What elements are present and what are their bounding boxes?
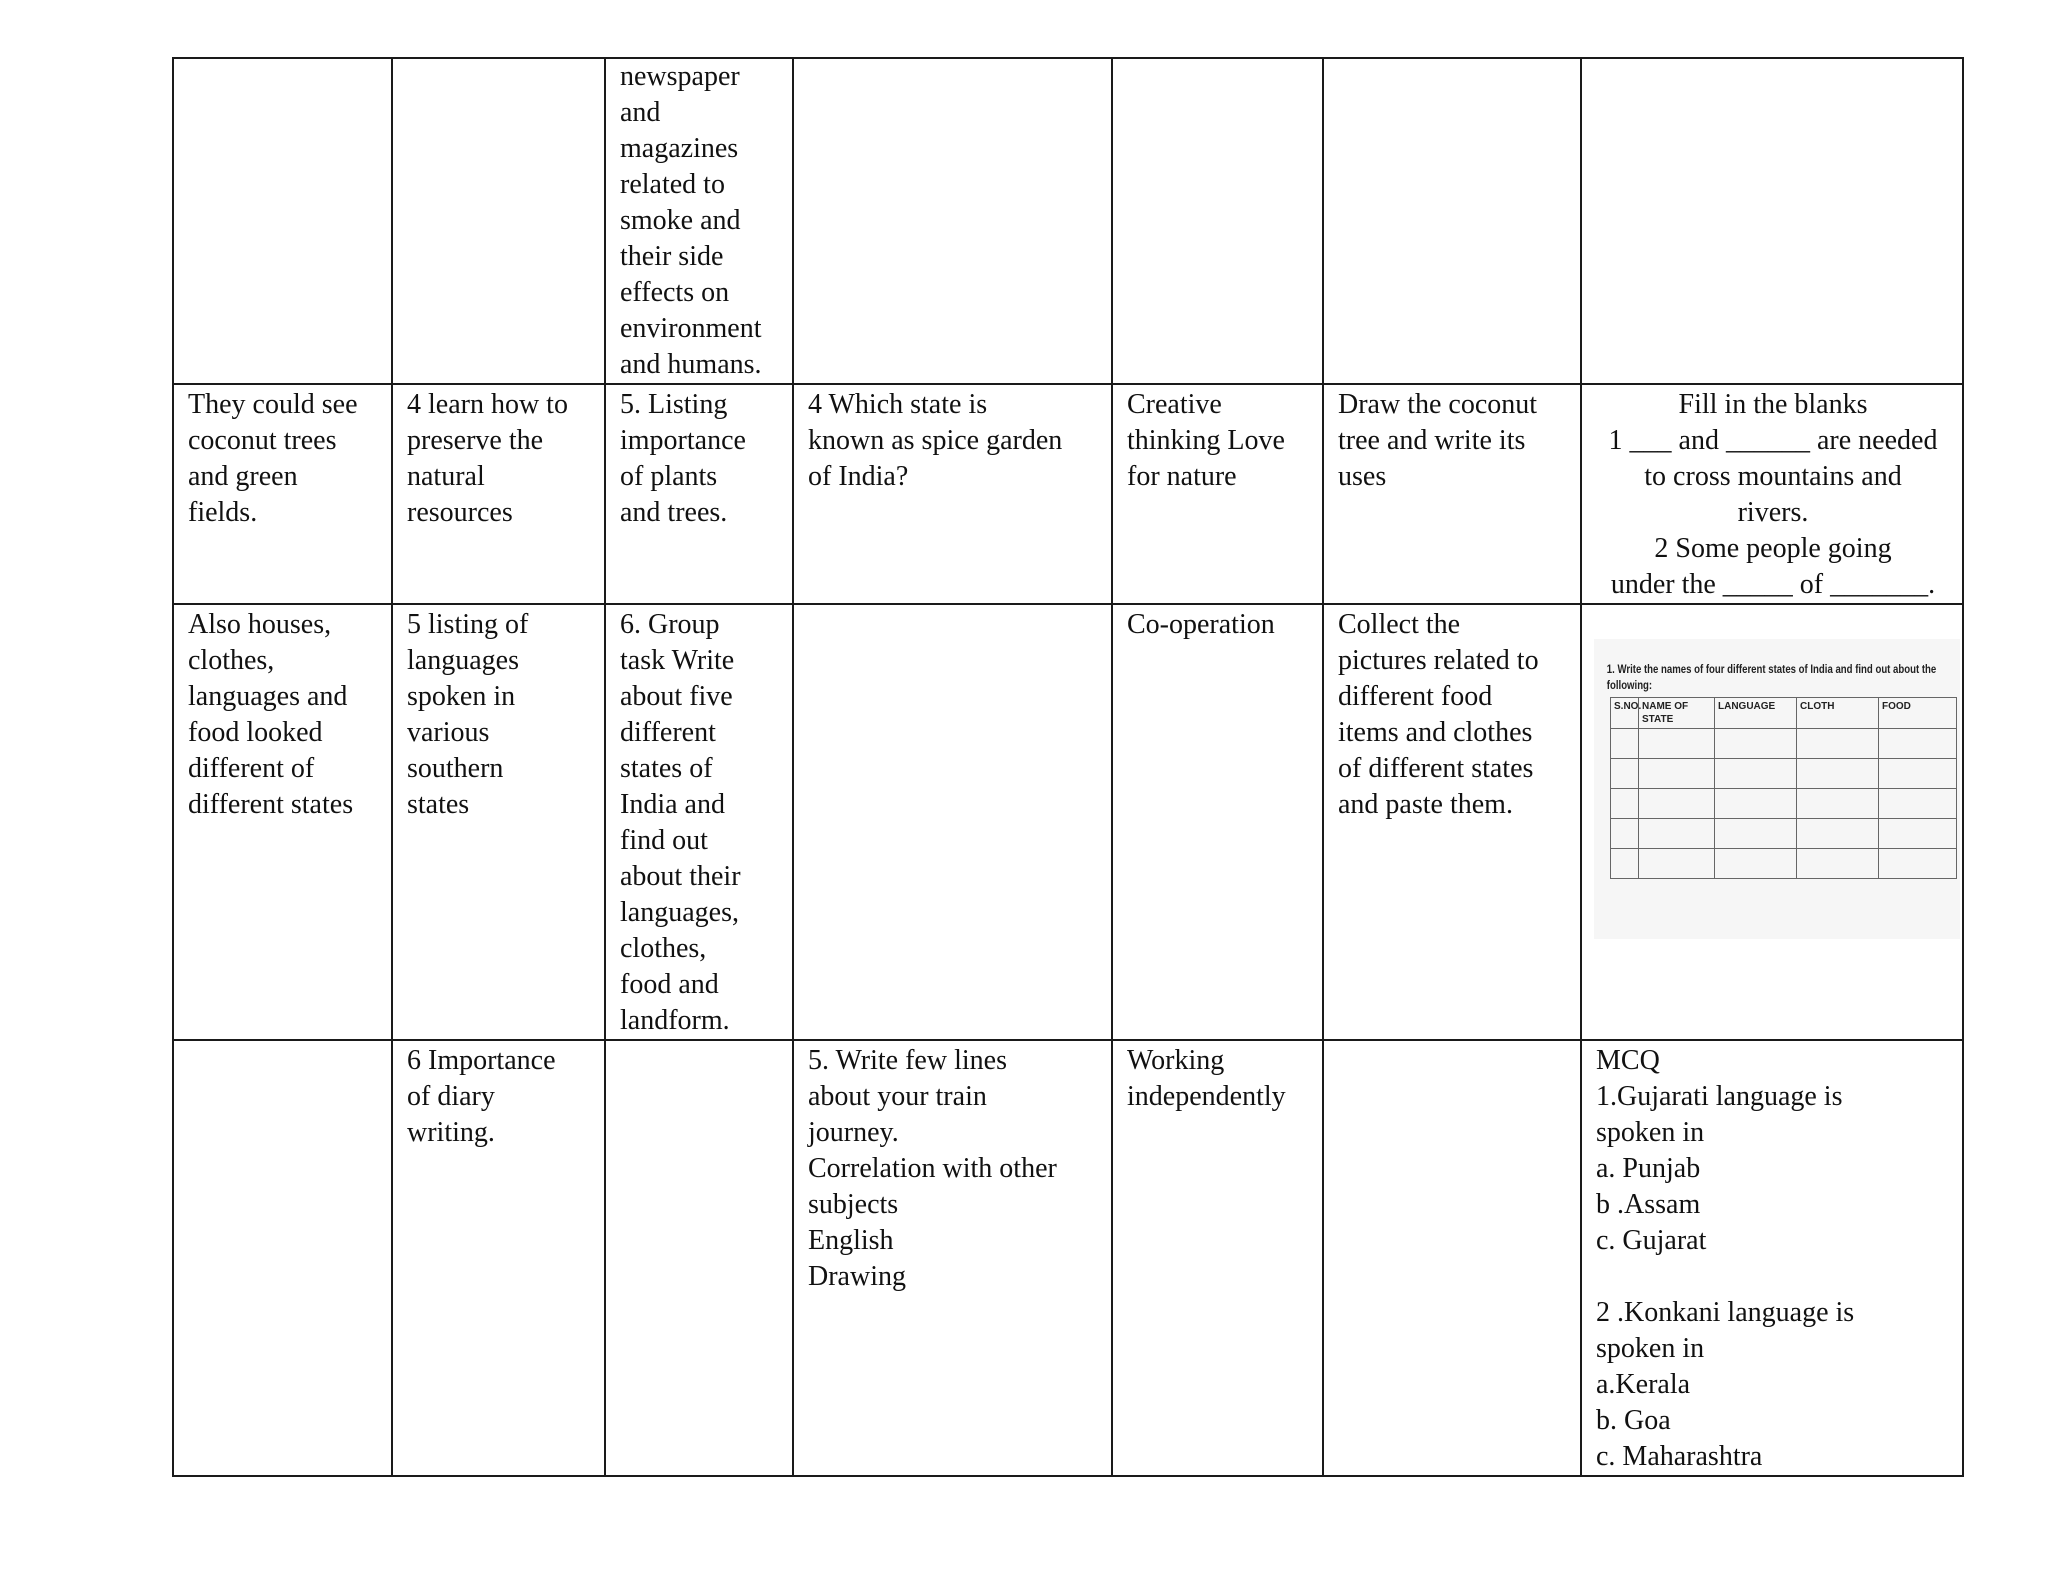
table-cell bbox=[392, 58, 605, 384]
worksheet-blank-cell bbox=[1639, 849, 1715, 879]
cell-line: and trees. bbox=[620, 497, 728, 528]
cell-line: 2 .Konkani language is bbox=[1596, 1297, 1855, 1328]
table-cell bbox=[605, 58, 793, 384]
cell-line: and bbox=[620, 97, 661, 128]
worksheet-blank-cell bbox=[1611, 849, 1639, 879]
worksheet-blank-row bbox=[1611, 789, 1957, 819]
cell-line: natural bbox=[407, 461, 485, 492]
cell-line: about their bbox=[620, 861, 741, 892]
worksheet-header-row bbox=[1611, 698, 1957, 729]
worksheet-blank-cell bbox=[1797, 819, 1879, 849]
worksheet-blank-row bbox=[1611, 849, 1957, 879]
table-cell bbox=[1323, 58, 1581, 384]
worksheet-blank-cell bbox=[1611, 819, 1639, 849]
cell-line: and humans. bbox=[620, 349, 762, 380]
cell-line: task Write bbox=[620, 645, 735, 676]
cell-line: writing. bbox=[407, 1117, 495, 1148]
worksheet-blank-cell bbox=[1611, 789, 1639, 819]
cell-line: 1 ___ and ______ are needed bbox=[1608, 425, 1938, 456]
worksheet-blank-row bbox=[1611, 759, 1957, 789]
worksheet-blank-cell bbox=[1797, 849, 1879, 879]
cell-line: pictures related to bbox=[1338, 645, 1539, 676]
cell-line: subjects bbox=[808, 1189, 899, 1220]
worksheet-image bbox=[1594, 639, 1960, 939]
cell-line: of diary bbox=[407, 1081, 495, 1112]
cell-line: southern bbox=[407, 753, 504, 784]
table-cell bbox=[1323, 384, 1581, 604]
worksheet-blank-row bbox=[1611, 729, 1957, 759]
cell-line: c. Gujarat bbox=[1596, 1225, 1707, 1256]
cell-line: spoken in bbox=[1596, 1117, 1705, 1148]
table-cell bbox=[173, 384, 392, 604]
cell-line bbox=[1596, 1259, 1950, 1295]
cell-line: languages bbox=[407, 645, 519, 676]
table-cell bbox=[1323, 604, 1581, 1040]
cell-line: effects on bbox=[620, 277, 730, 308]
worksheet-blank-cell bbox=[1639, 789, 1715, 819]
cell-line: magazines bbox=[620, 133, 739, 164]
cell-line: about five bbox=[620, 681, 733, 712]
cell-line: spoken in bbox=[407, 681, 516, 712]
table-cell bbox=[1323, 1040, 1581, 1476]
cell-line: find out bbox=[620, 825, 708, 856]
worksheet-blank-cell bbox=[1715, 759, 1797, 789]
table-cell bbox=[173, 604, 392, 1040]
cell-line: uses bbox=[1338, 461, 1387, 492]
cell-line: for nature bbox=[1127, 461, 1237, 492]
worksheet-blank-cell bbox=[1639, 729, 1715, 759]
cell-line: preserve the bbox=[407, 425, 544, 456]
worksheet-blank-cell bbox=[1797, 729, 1879, 759]
table-cell bbox=[793, 1040, 1112, 1476]
cell-line: related to bbox=[620, 169, 725, 200]
cell-line: landform. bbox=[620, 1005, 730, 1036]
worksheet-blank-cell bbox=[1639, 759, 1715, 789]
cell-line: different states bbox=[188, 789, 354, 820]
cell-line: Drawing bbox=[808, 1261, 906, 1292]
cell-line: b. Goa bbox=[1596, 1405, 1671, 1436]
cell-line: of India? bbox=[808, 461, 909, 492]
worksheet-header: NAME OF STATE bbox=[1639, 698, 1715, 729]
worksheet-blank-cell bbox=[1639, 819, 1715, 849]
cell-line: Draw the coconut bbox=[1338, 389, 1538, 420]
worksheet-blank-cell bbox=[1715, 729, 1797, 759]
cell-line: English bbox=[808, 1225, 894, 1256]
cell-line: importance bbox=[620, 425, 746, 456]
cell-line: different of bbox=[188, 753, 315, 784]
cell-line: of different states bbox=[1338, 753, 1534, 784]
cell-line: newspaper bbox=[620, 61, 740, 92]
cell-line: thinking Love bbox=[1127, 425, 1285, 456]
worksheet-blank-cell bbox=[1797, 789, 1879, 819]
cell-line: a.Kerala bbox=[1596, 1369, 1691, 1400]
cell-line: Collect the bbox=[1338, 609, 1461, 640]
worksheet-blank-cell bbox=[1879, 789, 1957, 819]
cell-line: clothes, bbox=[188, 645, 275, 676]
table-cell bbox=[1581, 604, 1963, 1040]
table-cell bbox=[793, 58, 1112, 384]
worksheet-question: 1. Write the names of four different states of India and find out about the following: bbox=[1606, 662, 1937, 692]
cell-line: and paste them. bbox=[1338, 789, 1513, 820]
cell-line: spoken in bbox=[1596, 1333, 1705, 1364]
table-cell bbox=[793, 384, 1112, 604]
table-cell bbox=[173, 58, 392, 384]
cell-line: languages and bbox=[188, 681, 348, 712]
cell-line: of plants bbox=[620, 461, 718, 492]
cell-line: Creative bbox=[1127, 389, 1222, 420]
table-cell bbox=[1581, 58, 1963, 384]
cell-line: 4 Which state is bbox=[808, 389, 988, 420]
cell-line: to cross mountains and bbox=[1644, 461, 1902, 492]
table-row bbox=[173, 1040, 1963, 1476]
cell-line: resources bbox=[407, 497, 513, 528]
worksheet-blank-row bbox=[1611, 819, 1957, 849]
cell-line: Fill in the blanks bbox=[1678, 389, 1868, 420]
cell-line: their side bbox=[620, 241, 724, 272]
cell-line: b .Assam bbox=[1596, 1189, 1701, 1220]
table-cell bbox=[1112, 384, 1323, 604]
worksheet-blank-cell bbox=[1879, 729, 1957, 759]
cell-line: c. Maharashtra bbox=[1596, 1441, 1763, 1472]
worksheet-blank-cell bbox=[1879, 849, 1957, 879]
worksheet-body bbox=[1611, 729, 1957, 879]
cell-line: 1.Gujarati language is bbox=[1596, 1081, 1843, 1112]
worksheet-blank-cell bbox=[1715, 849, 1797, 879]
cell-line: environment bbox=[620, 313, 762, 344]
cell-line: Correlation with other bbox=[808, 1153, 1057, 1184]
cell-line: Co-operation bbox=[1127, 609, 1275, 640]
table-cell bbox=[605, 1040, 793, 1476]
cell-line: known as spice garden bbox=[808, 425, 1063, 456]
cell-line: journey. bbox=[808, 1117, 899, 1148]
cell-line: food and bbox=[620, 969, 719, 1000]
cell-line: 6 Importance bbox=[407, 1045, 556, 1076]
worksheet-blank-cell bbox=[1879, 759, 1957, 789]
worksheet-header: CLOTH bbox=[1797, 698, 1879, 729]
cell-line: MCQ bbox=[1596, 1045, 1660, 1076]
cell-line: a. Punjab bbox=[1596, 1153, 1701, 1184]
worksheet-table bbox=[1610, 697, 1957, 879]
worksheet-blank-cell bbox=[1715, 789, 1797, 819]
cell-line: Working bbox=[1127, 1045, 1225, 1076]
table-cell bbox=[1112, 1040, 1323, 1476]
cell-line: and green bbox=[188, 461, 298, 492]
worksheet-blank-cell bbox=[1879, 819, 1957, 849]
cell-line: smoke and bbox=[620, 205, 741, 236]
cell-line: different food bbox=[1338, 681, 1493, 712]
cell-line: coconut trees bbox=[188, 425, 337, 456]
cell-line: rivers. bbox=[1737, 497, 1809, 528]
cell-line: 4 learn how to bbox=[407, 389, 568, 420]
table-cell bbox=[605, 604, 793, 1040]
cell-line: about your train bbox=[808, 1081, 987, 1112]
cell-line: different bbox=[620, 717, 716, 748]
table-cell bbox=[605, 384, 793, 604]
cell-line: Also houses, bbox=[188, 609, 332, 640]
table-cell bbox=[1581, 1040, 1963, 1476]
cell-line: They could see bbox=[188, 389, 358, 420]
table-cell bbox=[793, 604, 1112, 1040]
worksheet-blank-cell bbox=[1715, 819, 1797, 849]
table-cell bbox=[392, 604, 605, 1040]
cell-line: various bbox=[407, 717, 490, 748]
cell-line: independently bbox=[1127, 1081, 1286, 1112]
cell-line: items and clothes bbox=[1338, 717, 1533, 748]
table-cell bbox=[1112, 604, 1323, 1040]
cell-line: states of bbox=[620, 753, 713, 784]
cell-line: under the _____ of _______. bbox=[1610, 569, 1936, 600]
worksheet-blank-cell bbox=[1611, 729, 1639, 759]
worksheet-blank-cell bbox=[1611, 759, 1639, 789]
cell-line: fields. bbox=[188, 497, 258, 528]
worksheet-blank-cell bbox=[1797, 759, 1879, 789]
cell-line: 6. Group bbox=[620, 609, 720, 640]
worksheet-header: FOOD bbox=[1879, 698, 1957, 729]
worksheet-header: LANGUAGE bbox=[1715, 698, 1797, 729]
table-row bbox=[173, 384, 1963, 604]
table-cell bbox=[1112, 58, 1323, 384]
table-cell bbox=[1581, 384, 1963, 604]
table-row bbox=[173, 58, 1963, 384]
cell-line: 5. Listing bbox=[620, 389, 728, 420]
cell-line: 5. Write few lines bbox=[808, 1045, 1007, 1076]
worksheet-header: S.NO. bbox=[1611, 698, 1639, 729]
cell-line: 2 Some people going bbox=[1654, 533, 1892, 564]
table-cell bbox=[392, 1040, 605, 1476]
cell-line: languages, bbox=[620, 897, 739, 928]
cell-line: tree and write its bbox=[1338, 425, 1526, 456]
cell-line: India and bbox=[620, 789, 725, 820]
table-row bbox=[173, 604, 1963, 1040]
cell-line: clothes, bbox=[620, 933, 707, 964]
cell-line: 5 listing of bbox=[407, 609, 529, 640]
table-cell bbox=[392, 384, 605, 604]
table-cell bbox=[173, 1040, 392, 1476]
lesson-plan-table bbox=[172, 57, 1964, 1477]
cell-line: states bbox=[407, 789, 470, 820]
cell-line: food looked bbox=[188, 717, 323, 748]
